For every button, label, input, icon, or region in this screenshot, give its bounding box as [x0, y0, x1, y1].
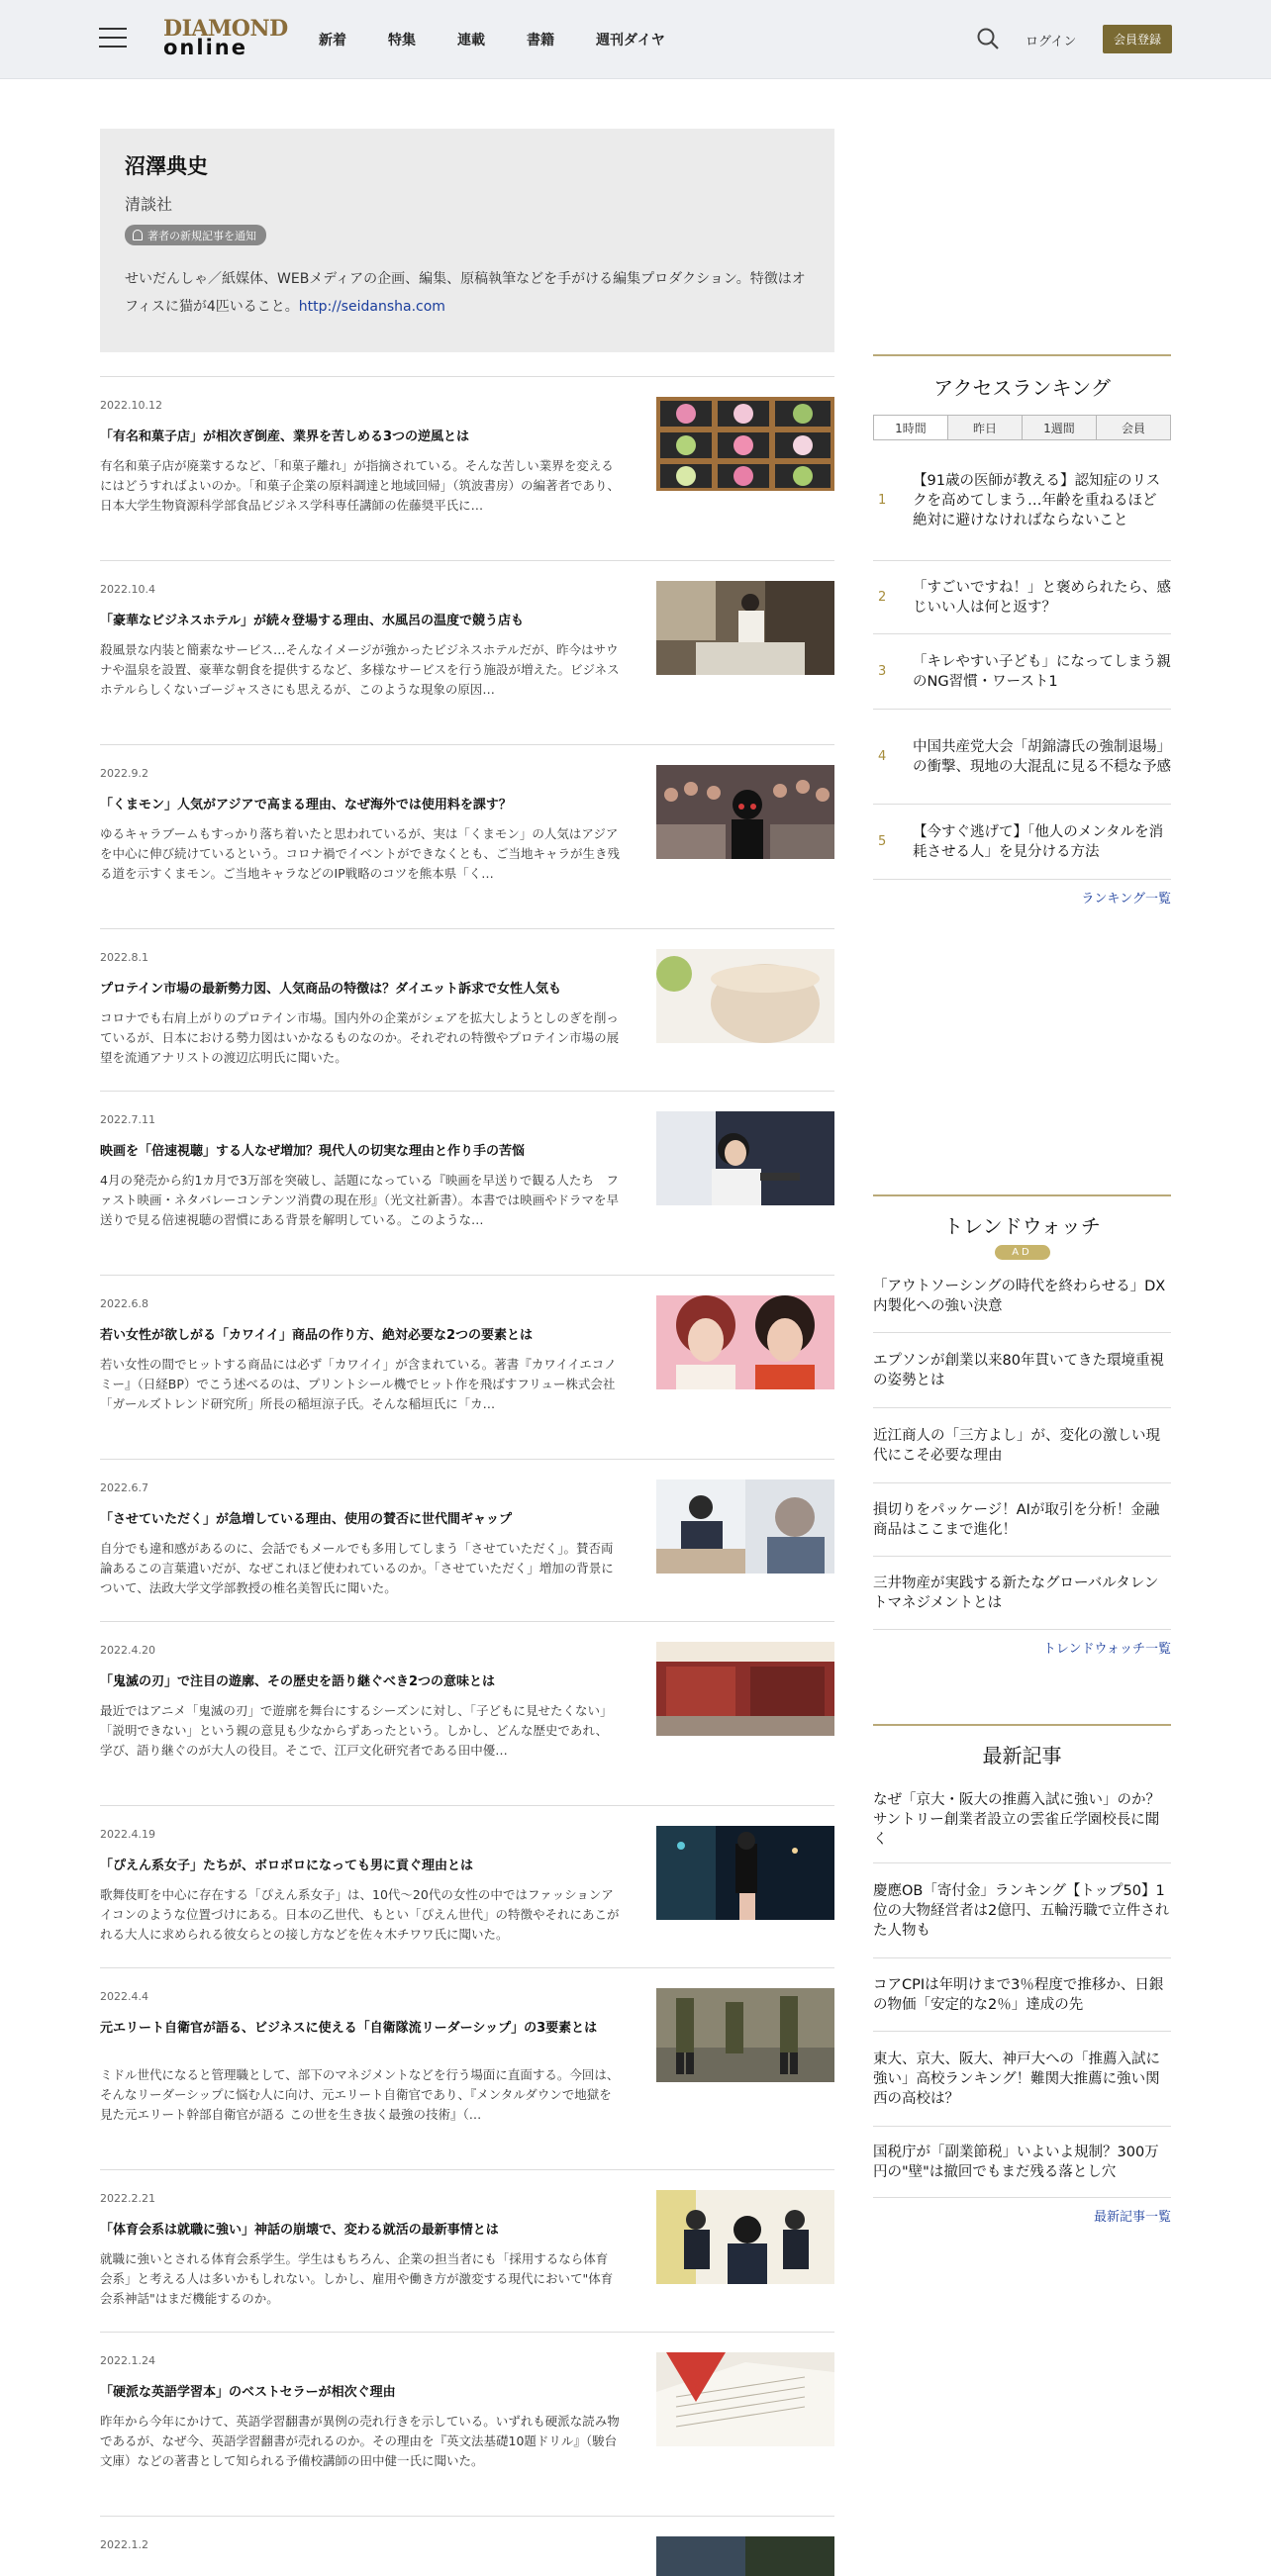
author-bio	[125, 265, 810, 321]
article-item[interactable]	[100, 560, 834, 744]
article-item[interactable]	[100, 928, 834, 1091]
trend-item[interactable]: 損切りをパッケージ！AIが取引を分析！金融商品はここまで進化！	[873, 1483, 1171, 1557]
bell-icon	[133, 230, 143, 240]
article-excerpt: 殺風景な内装と簡素なサービス…そんなイメージが強かったビジネスホテルだが、昨今はサウナや温泉を設置、豪華な朝食を提供するなど、多様なサービスを行う施設が増えた。ビジネスホテルらしくないゴージャスさにも思えるが、このような現象の原因…	[100, 642, 620, 697]
article-thumbnail[interactable]	[656, 1479, 834, 1574]
article-item[interactable]	[100, 744, 834, 928]
follow-author-button[interactable]	[125, 225, 266, 245]
article-item[interactable]	[100, 1091, 834, 1275]
section-divider	[873, 1724, 1171, 1726]
login-link[interactable]: ログイン	[1026, 35, 1077, 49]
main-nav	[319, 30, 707, 49]
ranking-item[interactable]	[873, 805, 1171, 880]
rank-number: 3	[878, 664, 887, 679]
nav-item-series[interactable]: 連載	[457, 33, 485, 48]
article-title[interactable]: 「くまモン」人気がアジアで高まる理由、なぜ海外では使用料を課す？	[100, 798, 512, 812]
nav-item-weekly[interactable]: 週刊ダイヤ	[596, 33, 665, 48]
article-title[interactable]: 元エリート自衛官が語る、ビジネスに使える「自衛隊流リーダーシップ」の3要素とは	[100, 2021, 598, 2036]
article-item[interactable]	[100, 1459, 834, 1621]
article-item[interactable]	[100, 1621, 834, 1805]
article-thumbnail[interactable]	[656, 1988, 834, 2082]
latest-item[interactable]: コアCPIは年明けまで3％程度で推移か、日銀の物価「安定的な2％」達成の先	[873, 1958, 1171, 2032]
article-item[interactable]	[100, 2516, 834, 2575]
article-date: 2022.6.7	[100, 1481, 148, 1494]
trend-watch-widget	[873, 1194, 1171, 1657]
article-title[interactable]: 若い女性が欲しがる「カワイイ」商品の作り方、絶対必要な2つの要素とは	[100, 1328, 534, 1343]
article-excerpt: 有名和菓子店が廃業するなど、「和菓子離れ」が指摘されている。そんな苦しい業界を変えるにはどうすればよいのか。「和菓子企業の原料調達と地域回帰」（筑波書房）の編著者であり、日本大学生物資源科学部食品ビジネス学科専任講師の佐藤奨平氏に…	[100, 458, 621, 513]
article-item[interactable]	[100, 1275, 834, 1459]
article-title[interactable]: 「させていただく」が急増している理由、使用の賛否に世代間ギャップ	[100, 1512, 513, 1527]
article-title[interactable]: 「ぴえん系女子」たちが、ボロボロになっても男に貢ぐ理由とは	[100, 1859, 474, 1873]
article-date: 2022.4.20	[100, 1644, 155, 1657]
article-title[interactable]: 「鬼滅の刃」で注目の遊廓、その歴史を語り継ぐべき2つの意味とは	[100, 1674, 496, 1689]
rank-number: 1	[878, 493, 887, 508]
hamburger-icon[interactable]	[99, 28, 127, 49]
trend-item[interactable]: 三井物産が実践する新たなグローバルタレントマネジメントとは	[873, 1557, 1171, 1630]
author-website-link[interactable]: http://seidansha.com	[298, 299, 445, 315]
article-date: 2022.10.12	[100, 399, 162, 412]
article-title[interactable]: 「有名和菓子店」が相次ぎ倒産、業界を苦しめる3つの逆風とは	[100, 429, 470, 444]
article-thumbnail[interactable]	[656, 1295, 834, 1389]
article-item[interactable]	[100, 2332, 834, 2516]
ranking-item[interactable]	[873, 440, 1171, 561]
section-divider	[873, 1194, 1171, 1196]
article-title[interactable]: 「体育会系は就職に強い」神話の崩壊で、変わる就活の最新事情とは	[100, 2223, 499, 2238]
article-excerpt: 自分でも違和感があるのに、会話でもメールでも多用してしまう「させていただく」。賛否両論あるこの言葉遣いだが、なぜこれほど使われているのか。「させていただく」増加の背景について、法政大学文学部教授の椎名美智氏に聞いた。	[100, 1541, 614, 1595]
trend-item[interactable]: 近江商人の「三方よし」が、変化の激しい現代にこそ必要な理由	[873, 1408, 1171, 1483]
ranking-item[interactable]	[873, 710, 1171, 805]
article-item[interactable]	[100, 1805, 834, 1967]
ranking-title[interactable]: 「キレやすい子ども」になってしまう親のNG習慣・ワースト1	[913, 653, 1171, 690]
article-date: 2022.7.11	[100, 1113, 155, 1126]
ranking-title[interactable]: 【91歳の医師が教える】認知症のリスクを高めてしまう…年齢を重ねるほど 絶対に避けなければならないこと	[913, 472, 1161, 528]
article-date: 2022.9.2	[100, 767, 148, 780]
article-thumbnail[interactable]	[656, 581, 834, 675]
article-date: 2022.8.1	[100, 951, 148, 964]
ad-badge: AD	[995, 1245, 1050, 1260]
rank-number: 5	[878, 834, 887, 849]
article-thumbnail[interactable]	[656, 765, 834, 859]
ranking-title[interactable]: 中国共産党大会「胡錦濤氏の強制退場」の衝撃、現地の大混乱に見る不穏な予感	[913, 738, 1171, 775]
ranking-title[interactable]: 【今すぐ逃げて】「他人のメンタルを消耗させる人」を見分ける方法	[913, 823, 1164, 860]
article-item[interactable]	[100, 376, 834, 560]
ranking-tabs	[873, 415, 1171, 440]
follow-author-label: 著者の新規記事を通知	[147, 229, 256, 242]
article-thumbnail[interactable]	[656, 1826, 834, 1920]
site-logo[interactable]	[163, 18, 288, 58]
latest-item[interactable]: なぜ「京大・阪大の推薦入試に強い」のか？サントリー創業者設立の雲雀丘学園校長に聞く	[873, 1776, 1171, 1863]
ranking-item[interactable]	[873, 634, 1171, 710]
tab-yesterday[interactable]: 昨日	[948, 416, 1023, 439]
nav-item-new[interactable]: 新着	[319, 33, 346, 48]
article-excerpt: コロナでも右肩上がりのプロテイン市場。国内外の企業がシェアを拡大しようとしのぎを削っているが、日本における勢力図はいかなるものなのか。それぞれの特徴やプロテイン市場の展望を流通アナリストの渡辺広明氏に聞いた。	[100, 1010, 620, 1065]
article-list	[100, 376, 834, 2575]
site-header	[0, 0, 1271, 79]
tab-members[interactable]: 会員	[1097, 416, 1170, 439]
article-thumbnail[interactable]	[656, 1642, 834, 1736]
latest-articles-widget	[873, 1724, 1171, 2225]
article-date: 2022.4.4	[100, 1990, 148, 2003]
article-thumbnail[interactable]	[656, 397, 834, 491]
article-thumbnail[interactable]	[656, 2352, 834, 2446]
logo-text-bottom: online	[163, 36, 247, 59]
article-excerpt: ゆるキャラブームもすっかり落ち着いたと思われているが、実は「くまモン」の人気はアジアを中心に伸び続けているという。コロナ禍でイベントができなくとも、ご当地キャラが生き残る道を示すくまモン。ご当地キャラなどのIP戦略のコツを熊本県「く…	[100, 826, 621, 881]
trend-item[interactable]: 「アウトソーシングの時代を終わらせる」DX内製化への強い決意	[873, 1260, 1171, 1333]
article-thumbnail[interactable]	[656, 2536, 834, 2576]
article-excerpt: 最近ではアニメ「鬼滅の刃」で遊廓を舞台にするシーズンに対し、「子どもに見せたくない」「説明できない」という親の意見も少なからずあったという。しかし、どんな歴史であれ、学び、語り継ぐのが大人の役目。そこで、江戸文化研究者である田中優…	[100, 1703, 613, 1758]
author-bio-text: せいだんしゃ／紙媒体、WEBメディアの企画、編集、原稿執筆などを手がける編集プロダクション。特徴はオフィスに猫が4匹いること。	[125, 271, 806, 315]
article-thumbnail[interactable]	[656, 2190, 834, 2284]
nav-item-books[interactable]: 書籍	[527, 33, 554, 48]
trend-item[interactable]: エプソンが創業以来80年貫いてきた環境重視の姿勢とは	[873, 1333, 1171, 1408]
article-date: 2022.4.19	[100, 1828, 155, 1841]
article-date: 2022.2.21	[100, 2192, 155, 2205]
article-excerpt: 若い女性の間でヒットする商品には必ず「カワイイ」が含まれている。著書『カワイイエコノミー』（日経BP）でこう述べるのは、プリントシール機でヒット作を飛ばすフリュー株式会社「ガールズトレンド研究所」所長の稲垣涼子氏。そんな稲垣氏に「カ…	[100, 1357, 617, 1411]
article-title[interactable]: 映画を「倍速視聴」する人なぜ増加？現代人の切実な理由と作り手の苦悩	[100, 1144, 526, 1159]
author-organization: 清談社	[125, 195, 173, 214]
rank-number: 4	[878, 749, 887, 764]
article-thumbnail[interactable]	[656, 1111, 834, 1205]
search-icon[interactable]	[976, 27, 1000, 50]
latest-more-link[interactable]: 最新記事一覧	[1093, 2210, 1171, 2225]
access-ranking-widget	[873, 354, 1171, 906]
section-title: アクセスランキング	[933, 376, 1111, 400]
article-title[interactable]: 「硬派な英語学習本」のベストセラーが相次ぐ理由	[100, 2385, 396, 2400]
latest-item[interactable]: 慶應OB「寄付金」ランキング【トップ50】1位の大物経営者は2億円、五輪汚職で立件された人物も	[873, 1863, 1171, 1958]
article-title[interactable]: プロテイン市場の最新勢力図、人気商品の特徴は？ダイエット訴求で女性人気も	[100, 982, 562, 997]
article-item[interactable]	[100, 1967, 834, 2169]
article-item[interactable]	[100, 2169, 834, 2332]
article-excerpt: 歌舞伎町を中心に存在する「ぴえん系女子」は、10代～20代の女性の中ではファッションアイコンのような位置づけにある。日本の乙世代、もとい「ぴえん世代」の特徴やそれにあこがれる大人に求められる彼女らとの接し方などを佐々木チワワ氏に聞いた。	[100, 1887, 620, 1942]
article-date: 2022.1.24	[100, 2354, 155, 2367]
section-title: トレンドウォッチ	[943, 1214, 1101, 1238]
signup-button[interactable]: 会員登録	[1103, 25, 1172, 53]
author-name: 沼澤典史	[125, 153, 208, 178]
article-thumbnail[interactable]	[656, 949, 834, 1043]
trend-more-link[interactable]: トレンドウォッチ一覧	[1042, 1642, 1171, 1657]
latest-item[interactable]: 国税庁が「副業節税」いよいよ規制？300万円の"壁"は撤回でもまだ残る落とし穴	[873, 2127, 1171, 2198]
section-title: 最新記事	[982, 1744, 1062, 1767]
article-excerpt: ミドル世代になると管理職として、部下のマネジメントなどを行う場面に直面する。今回は、そんなリーダーシップに悩む人に向け、元エリート自衛官であり、『メンタルダウンで地獄を見た元エリート幹部自衛官が語る この世を生き抜く最強の技術』（…	[100, 2067, 620, 2122]
logo-text-top: DIAMOND	[163, 16, 288, 42]
article-date: 2022.10.4	[100, 583, 155, 596]
ranking-more-link[interactable]: ランキング一覧	[1081, 892, 1171, 906]
article-date: 2022.1.2	[100, 2538, 148, 2551]
nav-item-feature[interactable]: 特集	[388, 33, 416, 48]
author-profile-card	[100, 129, 834, 352]
ranking-item[interactable]	[873, 561, 1171, 634]
article-excerpt: 4月の発売から約1カ月で3万部を突破し、話題になっている『映画を早送りで観る人たち ファスト映画・ネタバレーコンテンツ消費の現在形』（光文社新書）。本書では映画やドラマを早送りで見る倍速視聴の習慣にある背景を解明している。このような…	[100, 1173, 620, 1227]
tab-1week[interactable]: 1週間	[1023, 416, 1097, 439]
article-excerpt: 昨年から今年にかけて、英語学習翻書が異例の売れ行きを示している。いずれも硬派な読み物であるが、なぜ今、英語学習翻書が売れるのか。その理由を『英文法基礎10題ドリル』（駿台文庫）などの著書として知られる予備校講師の田中健一氏に聞いた。	[100, 2414, 620, 2468]
article-date: 2022.6.8	[100, 1297, 148, 1310]
section-divider	[873, 354, 1171, 356]
ranking-title[interactable]: 「すごいですね！」と褒められたら、感じいい人は何と返す？	[913, 579, 1171, 616]
article-title[interactable]: 「豪華なビジネスホテル」が続々登場する理由、水風呂の温度で競う店も	[100, 614, 524, 628]
latest-item[interactable]: 東大、京大、阪大、神戸大への「推薦入試に強い」高校ランキング！難関大推薦に強い関西の高校は？	[873, 2032, 1171, 2127]
tab-1hour[interactable]: 1時間	[874, 416, 948, 439]
article-excerpt: 就職に強いとされる体育会系学生。学生はもちろん、企業の担当者にも「採用するなら体育会系」と考える人は多いかもしれない。しかし、雇用や働き方が激変する現代において"体育会系神話"はまだ機能するのか。	[100, 2251, 614, 2306]
rank-number: 2	[878, 590, 887, 605]
